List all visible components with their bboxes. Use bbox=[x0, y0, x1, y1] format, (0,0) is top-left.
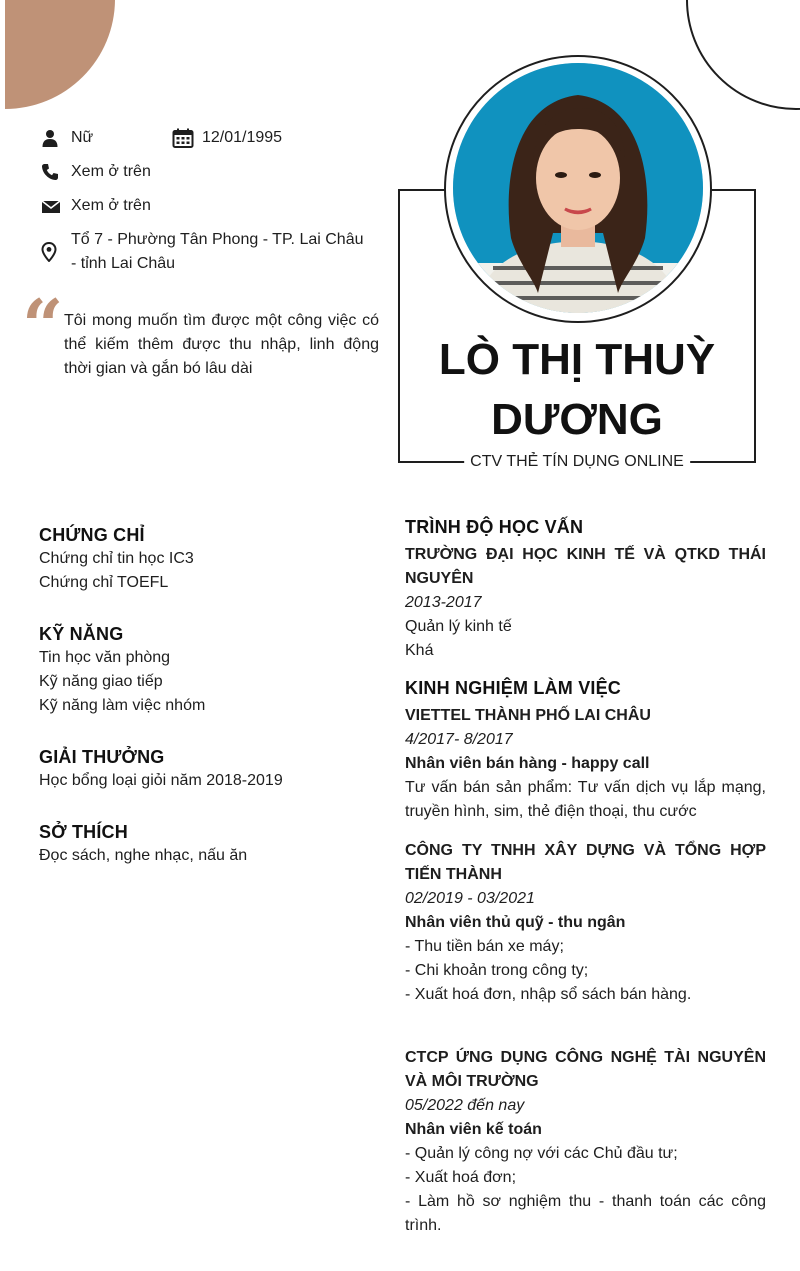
list-item: Chứng chỉ TOEFL bbox=[39, 574, 169, 591]
birthday-row bbox=[172, 126, 282, 150]
school-name: TRƯỜNG ĐẠI HỌC KINH TẾ VÀ QTKD THÁI NGUYÊN bbox=[405, 546, 766, 587]
job-detail: - Thu tiền bán xe máy; bbox=[405, 938, 564, 955]
section-title: KINH NGHIỆM LÀM VIỆC bbox=[405, 678, 622, 698]
candidate-name: LÒ THỊ THUỲ DƯƠNG bbox=[438, 335, 716, 444]
awards-section bbox=[39, 745, 379, 793]
email-row bbox=[41, 194, 151, 218]
job-period: 05/2022 đến nay bbox=[405, 1097, 525, 1114]
phone-value: Xem ở trên bbox=[71, 163, 151, 180]
outline-quarter-circle bbox=[686, 0, 800, 112]
company-name: CÔNG TY TNHH XÂY DỰNG VÀ TỔNG HỢP TIẾN THÀNH bbox=[405, 842, 766, 883]
quote-mark-icon: “ bbox=[22, 283, 64, 368]
avatar bbox=[453, 63, 703, 313]
location-pin-icon bbox=[41, 228, 67, 276]
gender-row bbox=[41, 126, 93, 150]
certificates-section bbox=[39, 523, 379, 595]
experience-section bbox=[405, 676, 766, 1238]
list-item: Kỹ năng giao tiếp bbox=[39, 673, 163, 690]
job-entry bbox=[405, 704, 766, 824]
job-position: Nhân viên bán hàng - happy call bbox=[405, 755, 650, 772]
list-item: Đọc sách, nghe nhạc, nấu ăn bbox=[39, 847, 248, 864]
job-entry bbox=[405, 1046, 766, 1238]
hobbies-section bbox=[39, 820, 379, 868]
calendar-icon bbox=[172, 126, 198, 150]
envelope-icon bbox=[41, 194, 67, 218]
education-period: 2013-2017 bbox=[405, 594, 482, 611]
job-entry bbox=[405, 839, 766, 1007]
job-detail: - Quản lý công nợ với các Chủ đầu tư; bbox=[405, 1145, 678, 1162]
job-title: CTV THẺ TÍN DỤNG ONLINE bbox=[464, 452, 690, 472]
education-section bbox=[405, 515, 766, 663]
section-title: CHỨNG CHỈ bbox=[39, 525, 145, 545]
job-position: Nhân viên thủ quỹ - thu ngân bbox=[405, 914, 626, 931]
company-name: VIETTEL THÀNH PHỐ LAI CHÂU bbox=[405, 707, 651, 724]
job-period: 02/2019 - 03/2021 bbox=[405, 890, 535, 907]
section-title: GIẢI THƯỞNG bbox=[39, 747, 165, 767]
job-position: Nhân viên kế toán bbox=[405, 1121, 542, 1138]
accent-quarter-circle bbox=[5, 0, 115, 109]
birthday-value: 12/01/1995 bbox=[202, 129, 283, 146]
job-detail: - Xuất hoá đơn; bbox=[405, 1169, 517, 1186]
email-value: Xem ở trên bbox=[71, 197, 151, 214]
job-detail: - Xuất hoá đơn, nhập sổ sách bán hàng. bbox=[405, 986, 692, 1003]
address-value: Tổ 7 - Phường Tân Phong - TP. Lai Châu - tỉnh Lai Châu bbox=[71, 231, 364, 272]
section-title: SỞ THÍCH bbox=[39, 822, 128, 842]
person-icon bbox=[41, 126, 67, 150]
education-grade: Khá bbox=[405, 642, 434, 659]
gender-value: Nữ bbox=[71, 129, 94, 146]
job-period: 4/2017- 8/2017 bbox=[405, 731, 513, 748]
career-objective: Tôi mong muốn tìm được một công việc có thể kiếm thêm được thu nhập, linh động thời gian và gắn bó lâu dài bbox=[64, 312, 379, 377]
phone-row bbox=[41, 160, 151, 184]
phone-icon bbox=[41, 160, 67, 184]
job-detail: - Làm hồ sơ nghiệm thu - thanh toán các công trình. bbox=[405, 1193, 766, 1234]
section-title: TRÌNH ĐỘ HỌC VẤN bbox=[405, 517, 584, 537]
company-name: CTCP ỨNG DỤNG CÔNG NGHỆ TÀI NGUYÊN VÀ MÔI TRƯỜNG bbox=[405, 1049, 766, 1090]
job-detail: - Chi khoản trong công ty; bbox=[405, 962, 589, 979]
list-item: Học bổng loại giỏi năm 2018-2019 bbox=[39, 772, 283, 789]
skills-section bbox=[39, 622, 379, 718]
job-detail: Tư vấn bán sản phẩm: Tư vấn dịch vụ lắp mạng, truyền hình, sim, thẻ điện thoại, thu cước bbox=[405, 779, 766, 820]
address-row bbox=[41, 228, 371, 276]
education-major: Quản lý kinh tế bbox=[405, 618, 512, 635]
list-item: Kỹ năng làm việc nhóm bbox=[39, 697, 206, 714]
list-item: Tin học văn phòng bbox=[39, 649, 171, 666]
section-title: KỸ NĂNG bbox=[39, 624, 124, 644]
list-item: Chứng chỉ tin học IC3 bbox=[39, 550, 194, 567]
